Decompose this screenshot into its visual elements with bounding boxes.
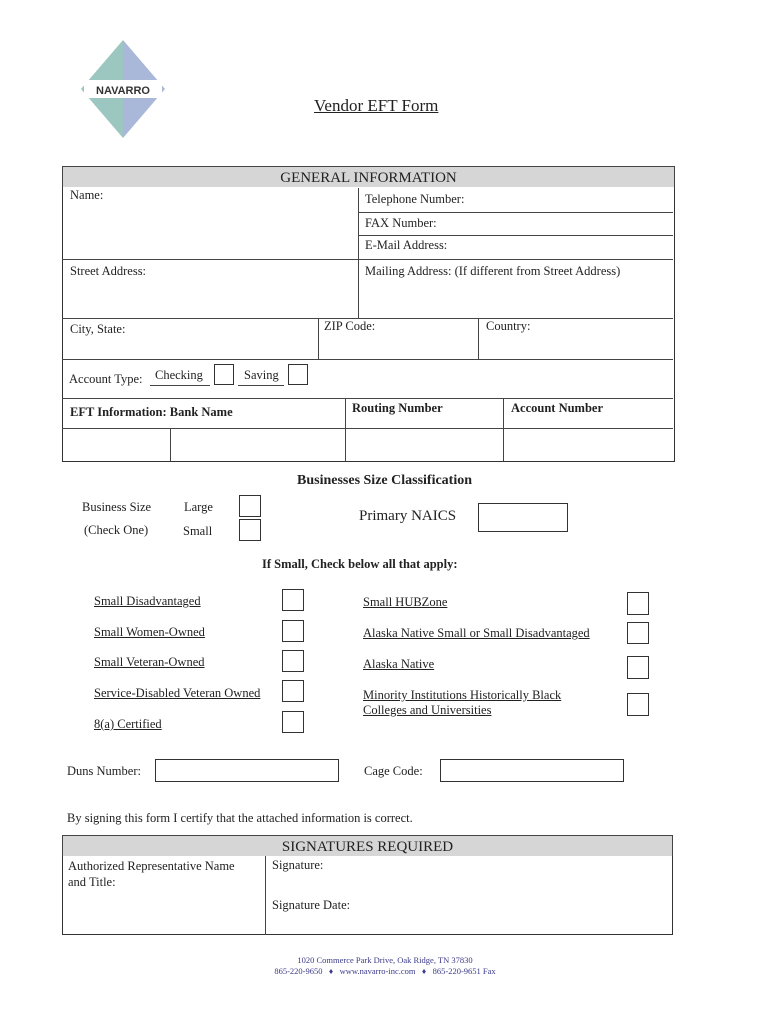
routing-number-header: Routing Number [352,401,443,415]
cage-code-field[interactable] [440,759,624,782]
footer-website[interactable]: www.navarro-inc.com [339,966,416,976]
primary-naics-label: Primary NAICS [359,508,457,524]
service-disabled-veteran-checkbox[interactable] [282,680,304,702]
footer-phone: 865-220-9650 [274,966,323,976]
8a-certified-checkbox[interactable] [282,711,304,733]
business-size-label: Business Size [82,500,152,514]
small-disadvantaged-label: Small Disadvantaged [94,594,201,608]
telephone-label: Telephone Number: [365,192,465,206]
large-checkbox[interactable] [239,495,261,517]
diamond-icon: ♦ [421,966,427,976]
country-label: Country: [486,319,531,333]
account-number-header: Account Number [511,401,604,415]
primary-naics-field[interactable] [478,503,568,532]
small-hubzone-checkbox[interactable] [627,592,649,615]
account-type-label: Account Type: [69,372,143,386]
signatures-heading: SIGNATURES REQUIRED [62,835,673,857]
large-label: Large [184,500,213,514]
business-size-heading: Businesses Size Classification [297,473,473,488]
email-label: E-Mail Address: [365,238,448,252]
colleges-universities-label: Colleges and Universities [363,703,492,717]
bank-name-header: EFT Information: Bank Name [70,405,233,419]
footer-contact [0,966,770,976]
account-number-field[interactable] [504,429,672,460]
small-veteran-owned-checkbox[interactable] [282,650,304,672]
alaska-native-small-checkbox[interactable] [627,622,649,644]
checking-label: Checking [155,368,203,382]
general-information-heading: GENERAL INFORMATION [62,166,675,188]
signature-label: Signature: [272,858,324,872]
mailing-address-label: Mailing Address: (If different from Street Address) [365,264,621,278]
small-women-owned-checkbox[interactable] [282,620,304,642]
name-label: Name: [70,188,104,202]
service-disabled-veteran-label: Service-Disabled Veteran Owned [94,686,261,700]
authorized-rep-label-line2: and Title: [68,875,116,889]
small-checkbox[interactable] [239,519,261,541]
checking-checkbox[interactable] [214,364,234,385]
minority-institutions-checkbox[interactable] [627,693,649,716]
signature-date-label: Signature Date: [272,898,351,912]
logo-text: NAVARRO [96,85,150,97]
cage-code-label: Cage Code: [364,764,423,778]
zip-code-label: ZIP Code: [324,319,376,333]
check-one-label: (Check One) [84,523,149,537]
bank-name-field[interactable] [171,429,344,460]
footer-address: 1020 Commerce Park Drive, Oak Ridge, TN 37830 [297,955,473,965]
small-veteran-owned-label: Small Veteran-Owned [94,655,205,669]
diamond-icon: ♦ [328,966,334,976]
small-label: Small [183,524,213,538]
routing-number-field[interactable] [346,429,502,460]
alaska-native-small-label: Alaska Native Small or Small Disadvantaged [363,626,590,640]
authorized-rep-label-line1: Authorized Representative Name [68,859,235,873]
alaska-native-label: Alaska Native [363,657,435,671]
small-women-owned-label: Small Women-Owned [94,625,205,639]
saving-label: Saving [244,368,279,382]
minority-institutions-label: Minority Institutions Historically Black [363,688,562,702]
page-title: Vendor EFT Form [314,96,439,115]
navarro-logo [80,40,166,138]
street-address-label: Street Address: [70,264,147,278]
certify-statement: By signing this form I certify that the attached information is correct. [67,811,413,825]
small-disadvantaged-checkbox[interactable] [282,589,304,611]
alaska-native-checkbox[interactable] [627,656,649,679]
duns-number-label: Duns Number: [67,764,141,778]
city-state-label: City, State: [70,322,126,336]
if-small-label: If Small, Check below all that apply: [262,557,458,571]
fax-label: FAX Number: [365,216,437,230]
saving-checkbox[interactable] [288,364,308,385]
duns-number-field[interactable] [155,759,339,782]
8a-certified-label: 8(a) Certified [94,717,162,731]
footer-fax: 865-220-9651 Fax [432,966,496,976]
small-hubzone-label: Small HUBZone [363,595,448,609]
